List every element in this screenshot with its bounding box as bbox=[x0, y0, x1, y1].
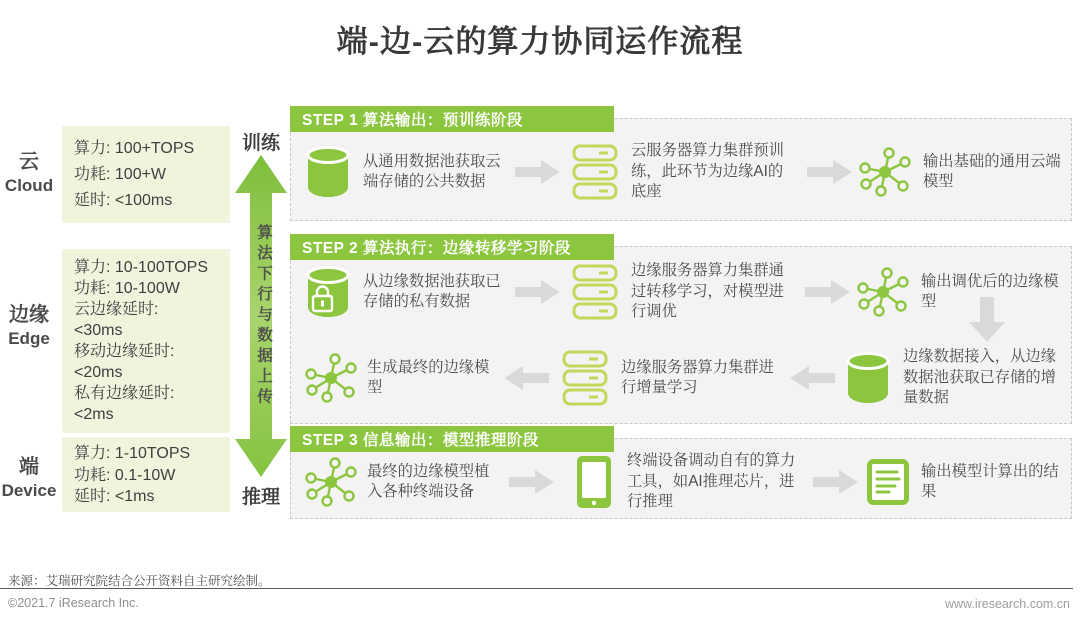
model-node-network-icon bbox=[305, 352, 359, 404]
gray-flow-arrow-icon bbox=[805, 279, 851, 305]
step3-item-a: 最终的边缘模型植入各种终端设备 bbox=[367, 462, 490, 500]
spec-line: 私有边缘延时: bbox=[74, 385, 175, 402]
spec-line: 功耗: 0.1-10W bbox=[74, 466, 176, 484]
tablet-device-icon bbox=[575, 454, 613, 510]
spec-line: 延时: <1ms bbox=[74, 488, 155, 505]
tier-device-en: Device bbox=[1, 481, 57, 500]
spec-line: <2ms bbox=[74, 406, 114, 423]
step2-header: STEP 2 算法执行：边缘转移学习阶段 bbox=[290, 234, 614, 260]
spec-line: 云边缘延时: bbox=[74, 301, 159, 318]
server-stack-icon bbox=[571, 263, 619, 321]
model-node-network-icon bbox=[859, 146, 913, 198]
step3-item-b: 终端设备调动自有的算力工具，如AI推理芯片，进行推理 bbox=[627, 452, 796, 511]
tier-edge-en: Edge bbox=[8, 329, 50, 348]
server-stack-icon bbox=[571, 143, 619, 201]
spec-line: 算力: 10-100TOPS bbox=[74, 259, 208, 276]
step3-header: STEP 3 信息输出：模型推理阶段 bbox=[290, 426, 614, 452]
database-cylinder-icon bbox=[845, 351, 891, 405]
step3-item-c: 输出模型计算出的结果 bbox=[921, 462, 1059, 500]
tier-label-edge bbox=[0, 303, 58, 349]
gray-flow-arrow-icon bbox=[813, 469, 859, 495]
secure-database-icon bbox=[305, 265, 351, 319]
spec-line: 功耗: 100+W bbox=[74, 166, 167, 183]
tier-device-zh: 端 bbox=[19, 456, 39, 478]
spec-line: 延时: <100ms bbox=[74, 192, 173, 209]
database-cylinder-icon bbox=[305, 145, 351, 199]
gray-down-arrow-icon bbox=[967, 297, 1007, 343]
tier-label-cloud bbox=[0, 150, 58, 196]
footer-divider bbox=[0, 588, 1073, 589]
step1-item-c: 输出基础的通用云端模型 bbox=[923, 152, 1061, 190]
step2-loop-connector bbox=[967, 297, 1007, 348]
model-node-network-icon bbox=[857, 266, 911, 318]
step1-row bbox=[305, 143, 1071, 201]
step2-item-c: 输出调优后的边缘模型 bbox=[921, 272, 1059, 310]
step1-header: STEP 1 算法输出：预训练阶段 bbox=[290, 106, 614, 132]
step2-item-d: 生成最终的边缘模型 bbox=[367, 358, 490, 396]
step2-item-a: 从边缘数据池获取已存储的私有数据 bbox=[363, 272, 501, 310]
spec-line: 功耗: 10-100W bbox=[74, 280, 180, 297]
spec-line: <30ms bbox=[74, 322, 123, 339]
gray-flow-arrow-icon bbox=[515, 159, 561, 185]
axis-bottom-label: 推理 bbox=[241, 487, 280, 508]
spec-line: 移动边缘延时: bbox=[74, 343, 175, 360]
spec-line: 算力: 1-10TOPS bbox=[74, 445, 191, 462]
step2-panel bbox=[290, 246, 1072, 424]
server-stack-icon bbox=[561, 349, 609, 407]
step1-item-b: 云服务器算力集群预训练，此环节为边缘AI的底座 bbox=[631, 142, 784, 201]
tier-cloud-en: Cloud bbox=[4, 176, 54, 195]
spec-line: 算力: 100+TOPS bbox=[74, 140, 195, 157]
cloud-spec-box bbox=[62, 126, 230, 223]
model-node-network-icon bbox=[305, 456, 359, 508]
step3-row bbox=[305, 453, 1071, 511]
page-title: 端-边-云的算力协同运作流程 bbox=[336, 24, 744, 59]
tier-label-device bbox=[0, 455, 58, 501]
step1-item-a: 从通用数据池获取云端存储的公共数据 bbox=[363, 152, 501, 190]
copyright-text: ©2021.7 iResearch Inc. bbox=[8, 596, 139, 610]
step2-row-1 bbox=[305, 263, 1071, 321]
tier-cloud-zh: 云 bbox=[19, 151, 39, 173]
document-icon bbox=[867, 459, 909, 505]
step2-item-f: 边缘数据接入，从边缘数据池获取已存储的增量数据 bbox=[903, 348, 1056, 407]
axis-flow-label: 算法下行与数据上传 bbox=[255, 224, 272, 409]
gray-left-arrow-icon bbox=[503, 365, 549, 391]
step1-panel bbox=[290, 118, 1072, 221]
axis-top-label: 训练 bbox=[241, 133, 280, 154]
device-spec-box bbox=[62, 437, 230, 512]
gray-flow-arrow-icon bbox=[509, 469, 555, 495]
source-note: 来源：艾瑞研究院结合公开资料自主研究绘制。 bbox=[8, 574, 271, 588]
edge-spec-box bbox=[62, 249, 230, 433]
step2-row-2 bbox=[305, 349, 1061, 407]
gray-left-arrow-icon bbox=[789, 365, 835, 391]
step2-item-e: 边缘服务器算力集群进行增量学习 bbox=[621, 358, 774, 396]
tier-edge-zh: 边缘 bbox=[9, 304, 49, 326]
gray-flow-arrow-icon bbox=[807, 159, 853, 185]
website-text: www.iresearch.com.cn bbox=[944, 597, 1070, 611]
gray-flow-arrow-icon bbox=[515, 279, 561, 305]
step2-item-b: 边缘服务器算力集群通过转移学习，对模型进行调优 bbox=[631, 262, 784, 321]
spec-line: <20ms bbox=[74, 364, 123, 381]
